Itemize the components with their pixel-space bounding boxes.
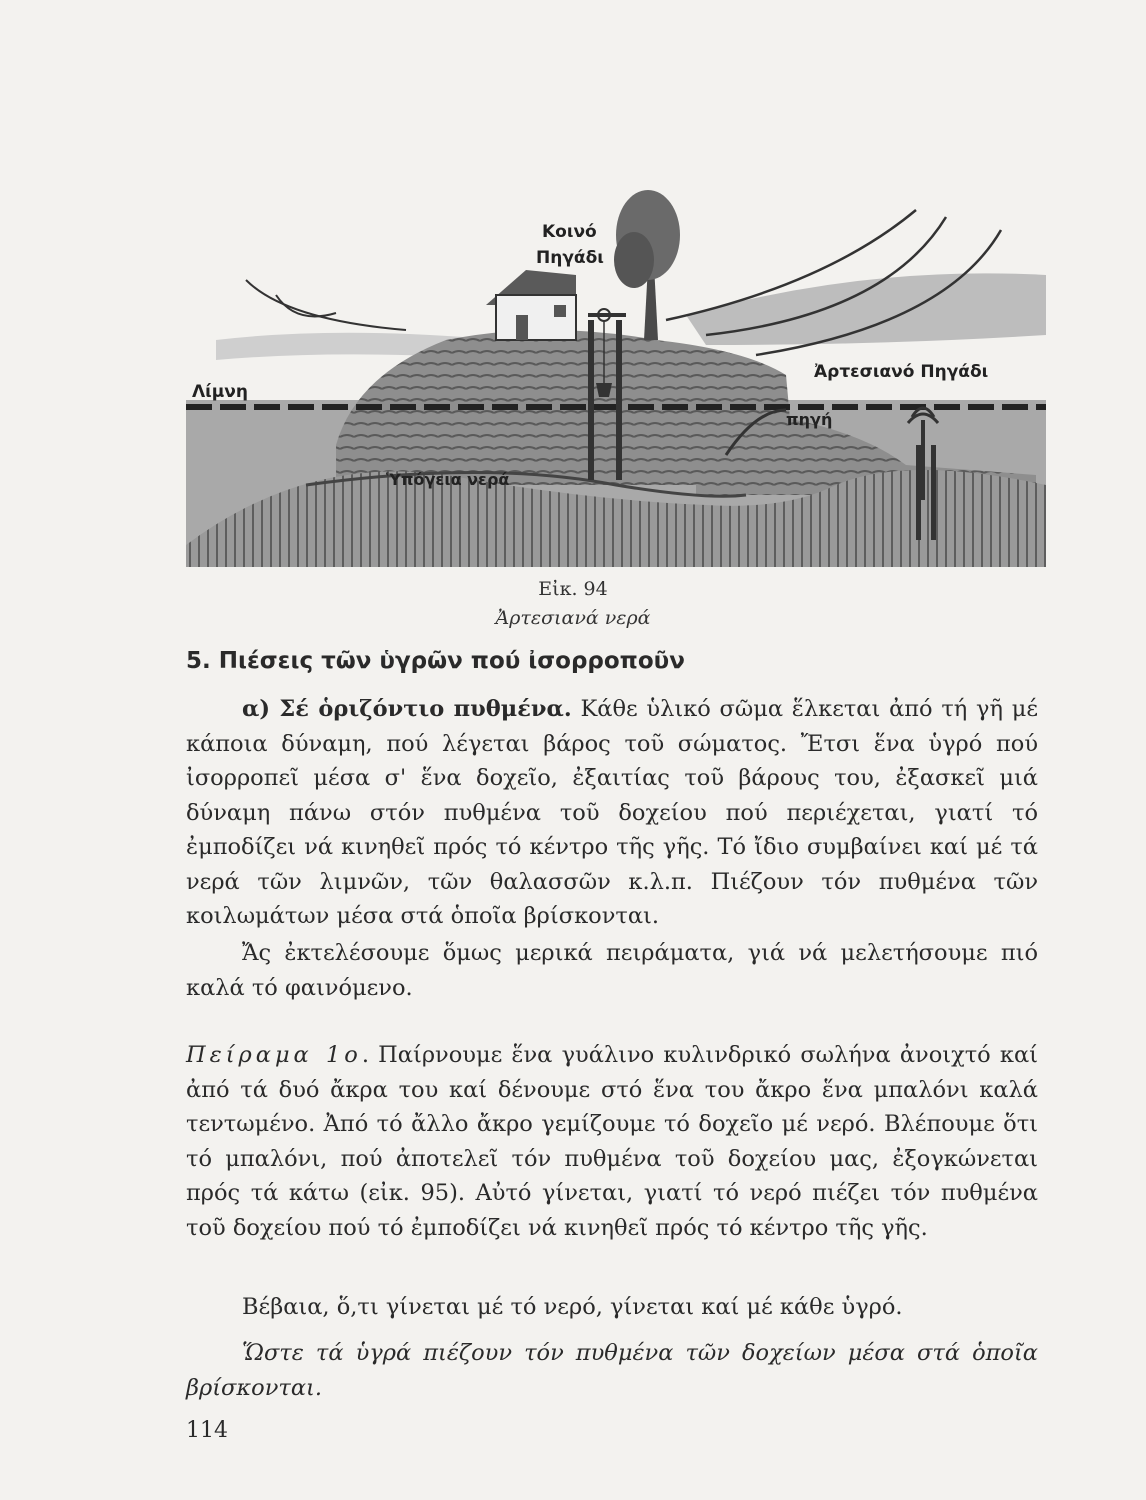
- subsection-lead: α) Σέ ὁριζόντιο πυθμένα.: [242, 696, 572, 722]
- paragraph-text: Κάθε ὑλικό σῶμα ἕλκεται ἀπό τή γῆ μέ κάποια δύναμη, πού λέγεται βάρος τοῦ σώματος. Ἔτσι ἕνα ὑγρό πού ἰσορροπεῖ μέσα σ' ἕνα δοχεῖο, ἐξαιτίας τοῦ βάρους του, ἐξασκεῖ μιά δύναμη πάνω στόν πυθμένα τοῦ δοχείου πού περιέχεται, γιατί τό ἐμποδίζει νά κινηθεῖ πρός τό κέντρο τῆς γῆς. Τό ἴδιο συμβαίνει καί μέ τά νερά τῶν λιμνῶν, τῶν θαλασσῶν κ.λ.π. Πιέζουν τόν πυθμένα τῶν κοιλωμάτων μέσα στά ὁποῖα βρίσκονται.: [186, 696, 1038, 929]
- label-artesian-well: Ἀρτεσιανό Πηγάδι: [814, 362, 989, 382]
- figure-caption-number: Εἰκ. 94: [538, 578, 608, 600]
- paragraph-experiments-intro: Ἄς ἐκτελέσουμε ὅμως μερικά πειράματα, γιά νά μελετήσουμε πιό καλά τό φαινόμενο.: [186, 940, 1038, 1001]
- paragraph-experiment-1: [186, 1038, 1038, 1245]
- paragraph-conclusion: Ὥστε τά ὑγρά πιέζουν τόν πυθμένα τῶν δοχείων μέσα στά ὁποῖα βρίσκονται.: [186, 1340, 1038, 1401]
- tree-icon: [614, 190, 680, 340]
- paragraph-text: . Παίρνουμε ἕνα γυάλινο κυλινδρικό σωλήνα ἀνοιχτό καί ἀπό τά δυό ἄκρα του καί δένουμε στό ἕνα του ἄκρο ἕνα μπαλόνι καλά τεντωμένο. Ἀπό τό ἄλλο ἄκρο γεμίζουμε τό δοχεῖο μέ νερό. Βλέπουμε ὅτι τό μπαλόνι, πού ἀποτελεῖ τόν πυθμένα τοῦ δοχείου μας, ἐξογκώνεται πρός τά κάτω (εἰκ. 95). Αὐτό γίνεται, γιατί τό νερό πιέζει τόν πυθμένα τοῦ δοχείου πού τό ἐμποδίζει νά κινηθεῖ πρός τό κέντρο τῆς γῆς.: [186, 1042, 1038, 1241]
- figure-caption-title: Ἀρτεσιανά νερά: [495, 607, 651, 629]
- section-heading: 5. Πιέσεις τῶν ὑγρῶν πού ἰσορροποῦν: [186, 648, 685, 674]
- page-number: 114: [186, 1418, 228, 1443]
- experiment-label: Πείραμα 1ο: [186, 1042, 362, 1068]
- label-common-well-2: Πηγάδι: [536, 248, 604, 268]
- label-spring: πηγή: [786, 410, 833, 429]
- paragraph-every-liquid: Βέβαια, ὅ,τι γίνεται μέ τό νερό, γίνεται καί μέ κάθε ὑγρό.: [242, 1294, 903, 1320]
- artesian-water-illustration: [186, 155, 1046, 567]
- cloud-wash: [686, 273, 1046, 345]
- illustration-svg: [186, 155, 1046, 567]
- label-groundwater: Ὑπόγεια νερά: [386, 470, 510, 489]
- paragraph-horizontal-bottom: [186, 692, 1038, 934]
- label-common-well-1: Κοινό: [542, 222, 597, 242]
- house-icon: [486, 270, 576, 340]
- label-lake: Λίμνη: [192, 382, 248, 402]
